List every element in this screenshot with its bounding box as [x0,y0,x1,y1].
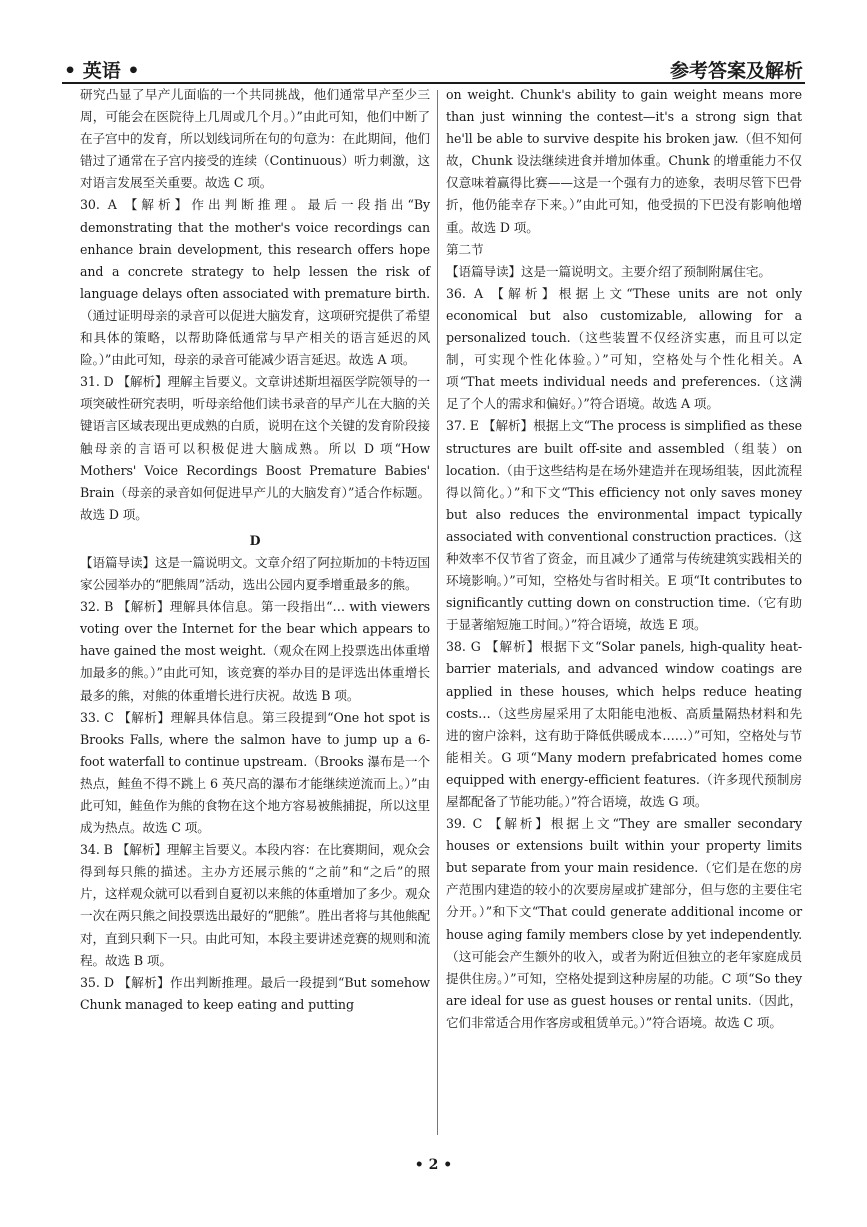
column-divider [437,90,438,1135]
answer-30: 30. A 【解析】作出判断推理。最后一段指出“By demonstrating that the mother's voice recordings can enhance brain development, this research offers hope and a concrete strategy to help lessen the risk of language delays often associated with premature birth.（通过证明母亲的录音可以促进大脑发育，这项研究提供了希望和具体的策略，以帮助降低通常与早产相关的语言延迟的风险。）”由此可知，母亲的录音可能减少语言延迟。故选 A 项。 [80,197,430,368]
section-heading-part2: 第二节 [446,241,484,257]
passage-guide-d: 【语篇导读】这是一篇说明文。文章介绍了阿拉斯加的卡特迈国家公园举办的“肥熊周”活动，选出公园内夏季增重最多的熊。 [80,554,430,593]
answer-39: 39. C 【解析】根据上文“They are smaller secondary houses or extensions built within your property limits but separate from your main residence.（它们是在您的房产范围内建造的较小的次要房屋或扩建部分，但与您的主要住宅分开。）”和下文“That could generate additional income or house aging family members close by yet independently.（这可能会产生额外的收入，或者为附近但独立的老年家庭成员提供住房。）”可知，空格处提到这种房屋的功能。C 项“So they are ideal for use as guest houses or rental units.（因此，它们非常适合用作客房或租赁单元。）”符合语境。故选 C 项。 [446,816,802,1030]
page-number: • 2 • [414,1157,453,1173]
answer-35-continued: on weight. Chunk's ability to gain weight means more than just winning the contest—it's a strong sign that he'll be able to survive despite his broken jaw.（但不知何故，Chunk 设法继续进食并增加体重。Chunk 的增重能力不仅仅意味着赢得比赛——这是一个强有力的迹象，表明尽管下巴骨折，他仍能幸存下来。）”由此可知，他受损的下巴没有影响他增重。故选 D 项。 [446,87,802,235]
page-header [62,48,805,84]
answer-38: 38. G 【解析】根据下文“Solar panels, high-quality heat-barrier materials, and advanced window coatings are applied in these houses, which helps reduce heating costs…（这些房屋采用了太阳能电池板、高质量隔热材料和先进的窗户涂料，这有助于降低供暖成本……）”可知，空格处与节能相关。G 项“Many modern prefabricated homes come equipped with energy-efficient features.（许多现代预制房屋都配备了节能功能。）”符合语境，故选 G 项。 [446,639,802,809]
answer-33: 33. C 【解析】理解具体信息。第三段提到“One hot spot is Brooks Falls, where the salmon have to jump up a 6-foot waterfall to continue upstream.（Brooks 瀑布是一个热点，鲑鱼不得不跳上 6 英尺高的瀑布才能继续逆流而上。）”由此可知，鲑鱼作为熊的食物在这个地方容易被熊捕捉，所以这里成为热点。故选 C 项。 [80,709,430,836]
section-title: 参考答案及解析 [669,60,803,82]
section-heading-d: D [249,532,261,548]
answer-34: 34. B 【解析】理解主旨要义。本段内容：在比赛期间，观众会得到每只熊的描述。主办方还展示熊的“之前”和“之后”的照片，这样观众就可以看到自夏初以来熊的体重增加了多少。观众一次在两只熊之间投票选出最好的“肥熊”。胜出者将与其他熊配对，直到只剩下一只。由此可知，本段主要讲述竞赛的规则和流程。故选 B 项。 [80,842,431,968]
right-column [446,84,802,1034]
paragraph-continued: 研究凸显了早产儿面临的一个共同挑战，他们通常早产至少三周，可能会在医院待上几周或几个月。）”由此可知，他们中断了在子宫中的发育，所以划线词所在句的句意为：在此期间，他们错过了通常在子宫内接受的连续（Continuous）听力刺激，这对语言发展至关重要。故选 C 项。 [80,87,430,191]
answer-32: 32. B 【解析】理解具体信息。第一段指出“… with viewers voting over the Internet for the bear which appears to have gained the most weight.（观众在网上投票选出体重增加最多的熊。）”由此可知，该竞赛的举办目的是评选出体重增长最多的熊，对熊的体重增长进行庆祝。故选 B 项。 [80,599,430,703]
answer-35: 35. D 【解析】作出判断推理。最后一段提到“But somehow Chunk managed to keep eating and putting [80,974,430,1012]
answer-37: 37. E 【解析】根据上文“The process is simplified as these structures are built off-site and assembled（组装）on location.（由于这些结构是在场外建造并在现场组装，因此流程得以简化。）”和下文“This efficiency not only saves money but also reduces the environmental impact typically associated with conventional construction practices.（这种效率不仅节省了资金，而且减少了通常与传统建筑实践相关的环境影响。）”可知，空格处与省时相关。E 项“It contributes to significantly cutting down on construction time.（它有助于显著缩短施工时间。）”符合语境，故选 E 项。 [446,418,802,633]
left-column [80,84,430,1016]
answer-31: 31. D 【解析】理解主旨要义。文章讲述斯坦福医学院领导的一项突破性研究表明，听母亲给他们读书录音的早产儿在大脑的关键语言区域表现出更成熟的白质，说明在这个关键的发育阶段接触母亲的言语可以积极促进大脑成熟。所以 D 项“How Mothers' Voice Recordings Boost Premature Babies' Brain（母亲的录音如何促进早产儿的大脑发育）”适合作标题。故选 D 项。 [80,374,430,522]
answer-36: 36. A 【解析】根据上文“These units are not only economical but also customizable, allowing for a personalized touch.（这些装置不仅经济实惠，而且可以定制，可实现个性化体验。）”可知，空格处与个性化相关。A 项“That meets individual needs and preferences.（这满足了个人的需求和偏好。）”符合语境。故选 A 项。 [446,285,802,412]
subject-label: • 英语 • [64,60,140,82]
passage-guide-part2: 【语篇导读】这是一篇说明文。主要介绍了预制附属住宅。 [446,263,771,279]
